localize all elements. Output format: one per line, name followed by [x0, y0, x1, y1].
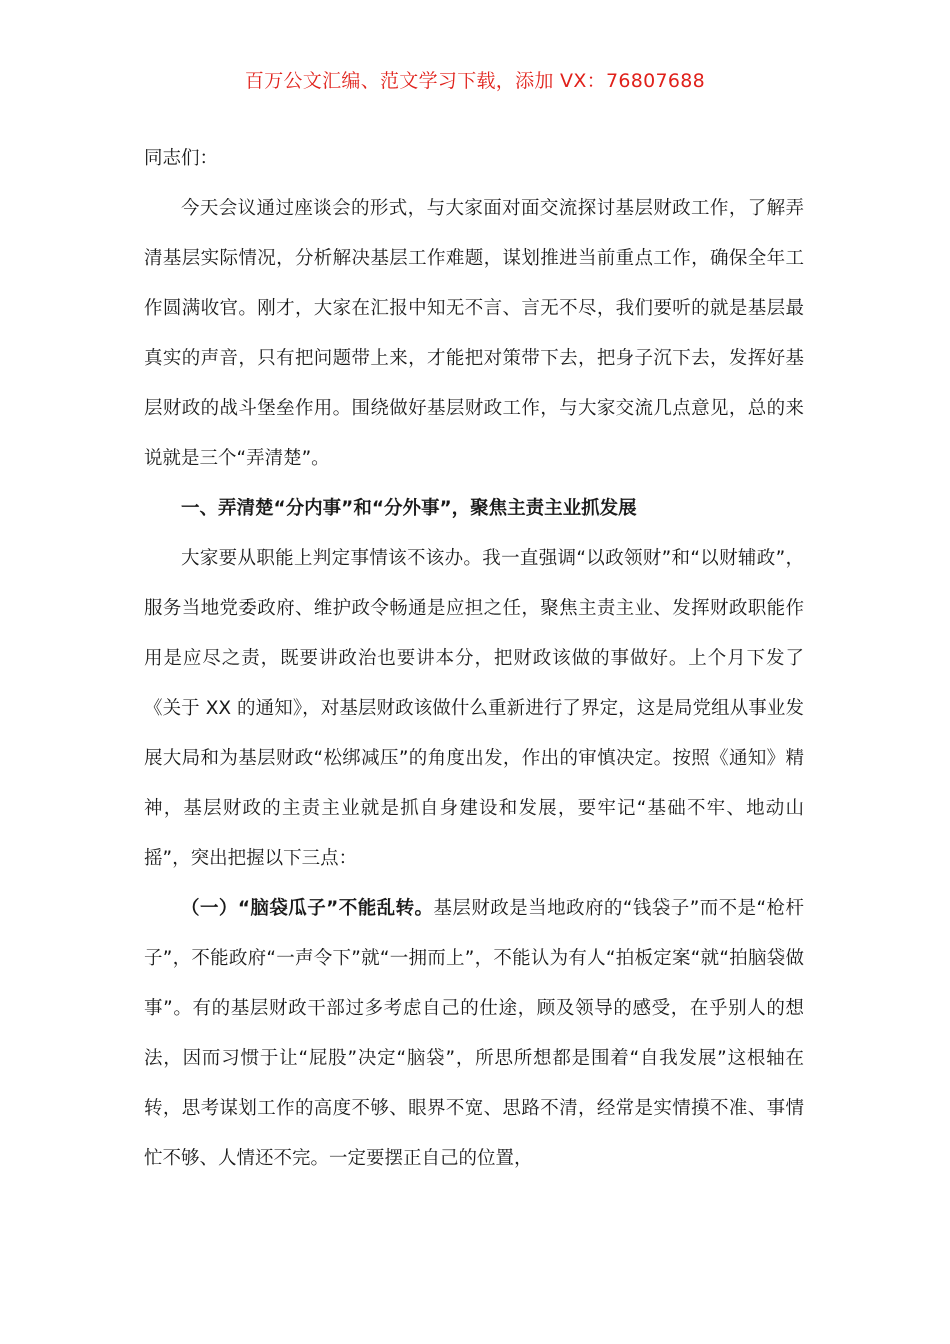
point-1-text: 基层财政是当地政府的“钱袋子”而不是“枪杆子”，不能政府“一声令下”就“一拥而上”，不能认为有人“拍板定案“就“拍脑袋做事”。有的基层财政干部过多考虑自己的仕途，顾及领导的感受，在乎别人的想法，因而习惯于让“屁股”决定“脑袋”，所思所想都是围着“自我发展”这根轴在转，思考谋划工作的高度不够、眼界不宽、思路不清，经常是实情摸不准、事情忙不够、人情还不完。一定要摆正自己的位置， [144, 898, 804, 1169]
header-banner: 百万公文汇编、范文学习下载，添加 VX：76807688 [244, 70, 706, 92]
intro-paragraph: 今天会议通过座谈会的形式，与大家面对面交流探讨基层财政工作，了解弄清基层实际情况，分析解决基层工作难题，谋划推进当前重点工作，确保全年工作圆满收官。刚才，大家在汇报中知无不言、言无不尽，我们要听的就是基层最真实的声音，只有把问题带上来，才能把对策带下去，把身子沉下去，发挥好基层财政的战斗堡垒作用。围绕做好基层财政工作，与大家交流几点意见，总的来说就是三个“弄清楚”。 [144, 198, 804, 469]
section-1-paragraph: 大家要从职能上判定事情该不该办。我一直强调“以政领财”和“以财辅政”，服务当地党委政府、维护政令畅通是应担之任，聚焦主责主业、发挥财政职能作用是应尽之责，既要讲政治也要讲本分，把财政该做的事做好。上个月下发了《关于 XX 的通知》，对基层财政该做什么重新进行了界定，这是局党组从事业发展大局和为基层财政“松绑减压”的角度出发，作出的审慎决定。按照《通知》精神，基层财政的主责主业就是抓自身建设和发展，要牢记“基础不牢、地动山摇”，突出把握以下三点： [144, 548, 804, 869]
salutation: 同志们： [144, 148, 219, 169]
point-1-title: （一）“脑袋瓜子”不能乱转。 [181, 898, 434, 919]
document-body [144, 134, 804, 1184]
point-1-paragraph [144, 884, 804, 1184]
section-1-heading: 一、弄清楚“分内事”和“分外事”，聚焦主责主业抓发展 [181, 498, 637, 519]
